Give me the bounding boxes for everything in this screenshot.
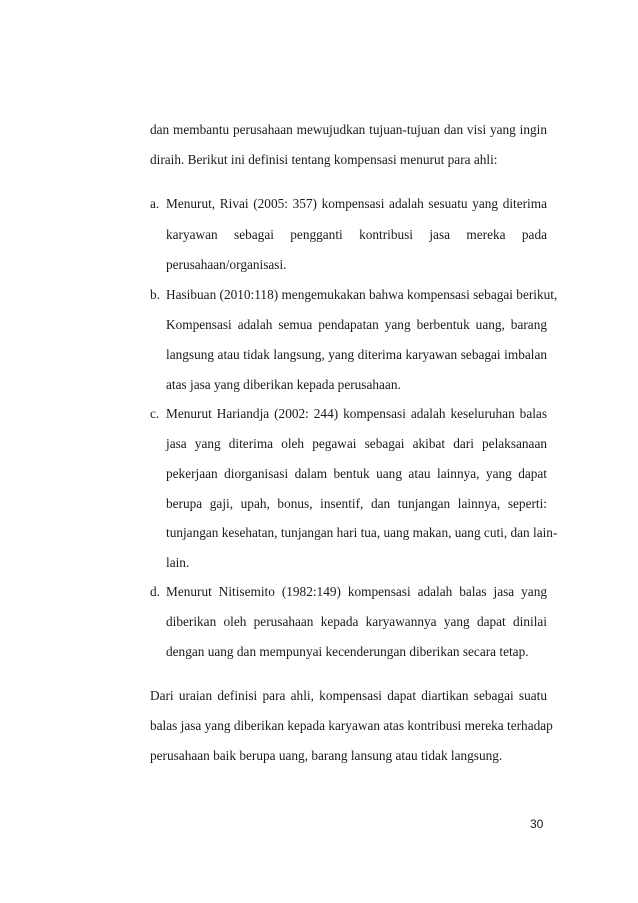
list-item-a-line-2: karyawan sebagai pengganti kontribusi jasa mereka pada (166, 227, 547, 242)
list-item-label-c: c. (150, 406, 160, 421)
list-item-b-line-4: atas jasa yang diberikan kepada perusahaan. (166, 377, 401, 392)
list-item-a-line-1: Menurut, Rivai (2005: 357) kompensasi adalah sesuatu yang diterima (166, 196, 547, 211)
list-item-d-line-2: diberikan oleh perusahaan kepada karyawannya yang dapat dinilai (166, 614, 547, 629)
list-item-c-line-4: berupa gaji, upah, bonus, insentif, dan tunjangan lainnya, seperti: (166, 496, 547, 511)
list-item-b-line-3: langsung atau tidak langsung, yang diterima karyawan sebagai imbalan (166, 347, 547, 362)
conclusion-line-3: perusahaan baik berupa uang, barang lansung atau tidak langsung. (150, 748, 503, 763)
intro-line-1: dan membantu perusahaan mewujudkan tujuan-tujuan dan visi yang ingin (150, 122, 547, 137)
list-item-c-line-3: pekerjaan diorganisasi dalam bentuk uang atau lainnya, yang dapat (166, 466, 547, 481)
list-item-a-line-3: perusahaan/organisasi. (166, 257, 287, 272)
conclusion-line-2: balas jasa yang diberikan kepada karyawan atas kontribusi mereka terhadap (150, 718, 553, 733)
list-item-label-d: d. (150, 584, 160, 599)
list-item-b-line-1: Hasibuan (2010:118) mengemukakan bahwa kompensasi sebagai berikut, (166, 287, 558, 302)
conclusion-line-1: Dari uraian definisi para ahli, kompensasi dapat diartikan sebagai suatu (150, 688, 547, 703)
intro-line-2: diraih. Berikut ini definisi tentang kompensasi menurut para ahli: (150, 152, 498, 167)
list-item-label-a: a. (150, 196, 160, 211)
page-number: 30 (530, 817, 544, 831)
list-item-d-line-3: dengan uang dan mempunyai kecenderungan diberikan secara tetap. (166, 644, 529, 659)
list-item-d-line-1: Menurut Nitisemito (1982:149) kompensasi adalah balas jasa yang (166, 584, 547, 599)
list-item-b-line-2: Kompensasi adalah semua pendapatan yang berbentuk uang, barang (166, 317, 547, 332)
list-item-c-line-5: tunjangan kesehatan, tunjangan hari tua, uang makan, uang cuti, dan lain- (166, 525, 558, 540)
list-item-c-line-6: lain. (166, 555, 190, 570)
list-item-c-line-2: jasa yang diterima oleh pegawai sebagai akibat dari pelaksanaan (166, 436, 547, 451)
list-item-label-b: b. (150, 287, 160, 302)
list-item-c-line-1: Menurut Hariandja (2002: 244) kompensasi adalah keseluruhan balas (166, 406, 547, 421)
